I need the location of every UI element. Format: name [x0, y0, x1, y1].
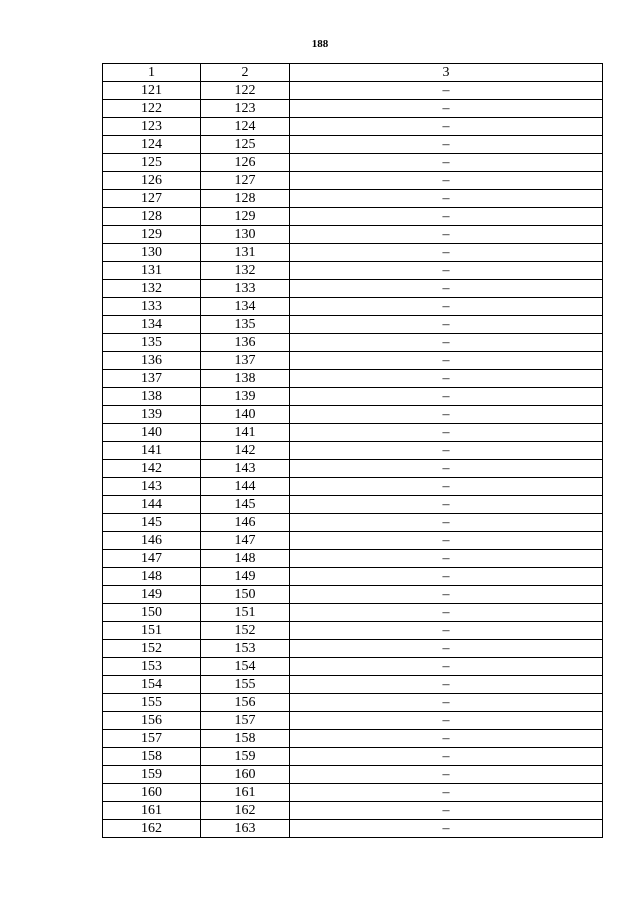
table-cell-col-1: 140	[103, 424, 201, 442]
table-row	[103, 334, 603, 352]
table-cell-col-2: 130	[201, 226, 290, 244]
table-cell-col-1: 126	[103, 172, 201, 190]
table-cell-col-3: –	[290, 208, 603, 226]
table-cell-col-1: 157	[103, 730, 201, 748]
table-cell-col-3: –	[290, 82, 603, 100]
table-row	[103, 748, 603, 766]
table-cell-col-2: 129	[201, 208, 290, 226]
column-header-1: 1	[103, 64, 201, 82]
table-cell-col-2: 153	[201, 640, 290, 658]
table-cell-col-3: –	[290, 100, 603, 118]
table-cell-col-3: –	[290, 640, 603, 658]
table-cell-col-3: –	[290, 298, 603, 316]
table-cell-col-2: 147	[201, 532, 290, 550]
table-cell-col-1: 132	[103, 280, 201, 298]
table-row	[103, 424, 603, 442]
table-cell-col-1: 144	[103, 496, 201, 514]
table-cell-col-3: –	[290, 586, 603, 604]
table-cell-col-2: 151	[201, 604, 290, 622]
table-cell-col-2: 140	[201, 406, 290, 424]
table-row	[103, 550, 603, 568]
table-row	[103, 658, 603, 676]
table-cell-col-2: 155	[201, 676, 290, 694]
table-cell-col-3: –	[290, 280, 603, 298]
table-row	[103, 622, 603, 640]
table-cell-col-3: –	[290, 136, 603, 154]
table-cell-col-1: 161	[103, 802, 201, 820]
table-cell-col-3: –	[290, 334, 603, 352]
table-cell-col-1: 147	[103, 550, 201, 568]
table-row	[103, 352, 603, 370]
table-row	[103, 784, 603, 802]
table-cell-col-1: 124	[103, 136, 201, 154]
table-cell-col-1: 152	[103, 640, 201, 658]
table-cell-col-2: 131	[201, 244, 290, 262]
table-row	[103, 406, 603, 424]
table-row	[103, 514, 603, 532]
table-row	[103, 478, 603, 496]
table-cell-col-2: 122	[201, 82, 290, 100]
table-cell-col-2: 156	[201, 694, 290, 712]
table-cell-col-2: 126	[201, 154, 290, 172]
table-cell-col-2: 146	[201, 514, 290, 532]
table-cell-col-2: 136	[201, 334, 290, 352]
table-cell-col-1: 139	[103, 406, 201, 424]
table-cell-col-3: –	[290, 514, 603, 532]
table-cell-col-2: 160	[201, 766, 290, 784]
table-row	[103, 802, 603, 820]
table-cell-col-1: 145	[103, 514, 201, 532]
table-row	[103, 280, 603, 298]
table-cell-col-2: 137	[201, 352, 290, 370]
table-cell-col-3: –	[290, 172, 603, 190]
table-row	[103, 262, 603, 280]
table-row	[103, 370, 603, 388]
table-cell-col-2: 141	[201, 424, 290, 442]
table-cell-col-1: 156	[103, 712, 201, 730]
table-cell-col-1: 133	[103, 298, 201, 316]
table-row	[103, 532, 603, 550]
table-cell-col-1: 136	[103, 352, 201, 370]
table-cell-col-3: –	[290, 262, 603, 280]
table-cell-col-2: 163	[201, 820, 290, 838]
table-cell-col-1: 138	[103, 388, 201, 406]
table-cell-col-2: 138	[201, 370, 290, 388]
table-cell-col-3: –	[290, 460, 603, 478]
table-cell-col-2: 157	[201, 712, 290, 730]
table-cell-col-2: 133	[201, 280, 290, 298]
table-row	[103, 766, 603, 784]
table-cell-col-1: 149	[103, 586, 201, 604]
table-row	[103, 208, 603, 226]
table-cell-col-2: 144	[201, 478, 290, 496]
table-cell-col-2: 158	[201, 730, 290, 748]
table-cell-col-3: –	[290, 352, 603, 370]
table-cell-col-2: 143	[201, 460, 290, 478]
table-body	[103, 82, 603, 838]
table-cell-col-2: 124	[201, 118, 290, 136]
table-cell-col-2: 127	[201, 172, 290, 190]
table-cell-col-2: 135	[201, 316, 290, 334]
table-cell-col-3: –	[290, 820, 603, 838]
table-row	[103, 586, 603, 604]
table-cell-col-3: –	[290, 712, 603, 730]
table-row	[103, 82, 603, 100]
table-row	[103, 244, 603, 262]
table-row	[103, 316, 603, 334]
table-cell-col-3: –	[290, 478, 603, 496]
table-row	[103, 640, 603, 658]
table-cell-col-3: –	[290, 766, 603, 784]
table-cell-col-3: –	[290, 496, 603, 514]
column-header-3: 3	[290, 64, 603, 82]
table-cell-col-1: 154	[103, 676, 201, 694]
table-cell-col-2: 159	[201, 748, 290, 766]
table-cell-col-3: –	[290, 316, 603, 334]
table-cell-col-3: –	[290, 532, 603, 550]
table-cell-col-2: 125	[201, 136, 290, 154]
page-number: 188	[311, 38, 329, 50]
table-cell-col-2: 142	[201, 442, 290, 460]
table-cell-col-3: –	[290, 658, 603, 676]
data-table	[102, 63, 603, 838]
table-row	[103, 226, 603, 244]
table-cell-col-3: –	[290, 784, 603, 802]
table-cell-col-1: 122	[103, 100, 201, 118]
table-row	[103, 496, 603, 514]
table-cell-col-3: –	[290, 190, 603, 208]
table-cell-col-1: 134	[103, 316, 201, 334]
table-row	[103, 118, 603, 136]
table-cell-col-3: –	[290, 568, 603, 586]
table-cell-col-2: 128	[201, 190, 290, 208]
table-cell-col-2: 150	[201, 586, 290, 604]
table-cell-col-1: 160	[103, 784, 201, 802]
table-cell-col-1: 151	[103, 622, 201, 640]
table-cell-col-2: 152	[201, 622, 290, 640]
table-row	[103, 820, 603, 838]
table-row	[103, 460, 603, 478]
table-cell-col-1: 143	[103, 478, 201, 496]
column-header-2: 2	[201, 64, 290, 82]
table-cell-col-1: 129	[103, 226, 201, 244]
table-cell-col-1: 128	[103, 208, 201, 226]
table-cell-col-3: –	[290, 370, 603, 388]
table-cell-col-2: 161	[201, 784, 290, 802]
table-cell-col-1: 150	[103, 604, 201, 622]
table-cell-col-3: –	[290, 226, 603, 244]
table-cell-col-1: 148	[103, 568, 201, 586]
table-cell-col-2: 162	[201, 802, 290, 820]
table-row	[103, 136, 603, 154]
table-cell-col-1: 135	[103, 334, 201, 352]
table-cell-col-3: –	[290, 676, 603, 694]
table-cell-col-3: –	[290, 388, 603, 406]
table-cell-col-1: 159	[103, 766, 201, 784]
table-row	[103, 190, 603, 208]
table-cell-col-3: –	[290, 406, 603, 424]
table-cell-col-3: –	[290, 550, 603, 568]
table-cell-col-2: 148	[201, 550, 290, 568]
table-cell-col-1: 131	[103, 262, 201, 280]
table-cell-col-3: –	[290, 730, 603, 748]
table-cell-col-3: –	[290, 118, 603, 136]
table-cell-col-2: 123	[201, 100, 290, 118]
table-row	[103, 172, 603, 190]
table-cell-col-3: –	[290, 244, 603, 262]
table-cell-col-3: –	[290, 604, 603, 622]
table-cell-col-3: –	[290, 424, 603, 442]
table-row	[103, 298, 603, 316]
table-row	[103, 388, 603, 406]
table-cell-col-1: 155	[103, 694, 201, 712]
table-cell-col-2: 149	[201, 568, 290, 586]
table-cell-col-3: –	[290, 694, 603, 712]
table-cell-col-1: 162	[103, 820, 201, 838]
table-cell-col-3: –	[290, 748, 603, 766]
table-row	[103, 154, 603, 172]
table-row	[103, 442, 603, 460]
table-cell-col-3: –	[290, 622, 603, 640]
table-cell-col-1: 141	[103, 442, 201, 460]
table-cell-col-2: 132	[201, 262, 290, 280]
table-row	[103, 694, 603, 712]
table-cell-col-1: 130	[103, 244, 201, 262]
table-cell-col-1: 158	[103, 748, 201, 766]
table-cell-col-1: 137	[103, 370, 201, 388]
table-header-row	[103, 64, 603, 82]
table-row	[103, 712, 603, 730]
table-cell-col-1: 125	[103, 154, 201, 172]
table-cell-col-2: 134	[201, 298, 290, 316]
table-row	[103, 100, 603, 118]
table-row	[103, 730, 603, 748]
table-cell-col-1: 146	[103, 532, 201, 550]
table-row	[103, 676, 603, 694]
table-row	[103, 568, 603, 586]
table-cell-col-3: –	[290, 154, 603, 172]
table-cell-col-2: 139	[201, 388, 290, 406]
table-row	[103, 604, 603, 622]
table-cell-col-2: 145	[201, 496, 290, 514]
table-cell-col-1: 142	[103, 460, 201, 478]
table-cell-col-3: –	[290, 442, 603, 460]
table-cell-col-1: 153	[103, 658, 201, 676]
table-cell-col-1: 121	[103, 82, 201, 100]
table-cell-col-1: 123	[103, 118, 201, 136]
table-cell-col-2: 154	[201, 658, 290, 676]
table-cell-col-3: –	[290, 802, 603, 820]
table-cell-col-1: 127	[103, 190, 201, 208]
